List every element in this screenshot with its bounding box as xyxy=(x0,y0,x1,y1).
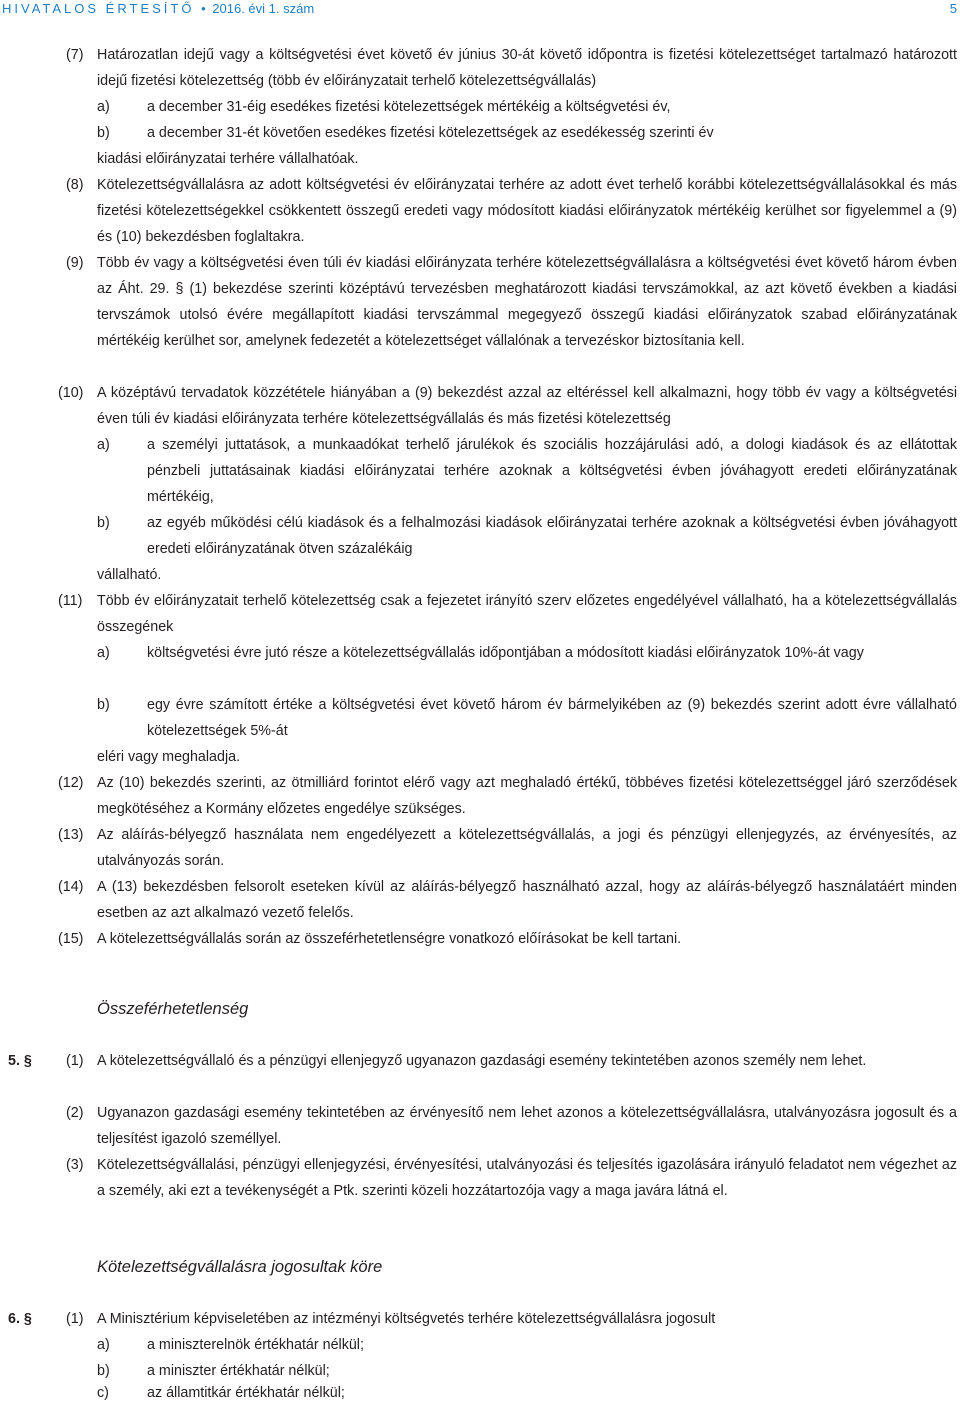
para-number: (1) xyxy=(66,1053,84,1069)
item-text: egy évre számított értéke a költségvetési évet követő három év bármelyikében az (9) bekezdés szerint adott évre vállalható kötelezettségek 5%-át xyxy=(147,697,957,739)
para-number: (14) xyxy=(58,879,84,895)
issue-label: 2016. évi 1. szám xyxy=(212,1,315,16)
paragraph-text: A középtávú tervadatok közzététele hiányában a (9) bekezdést azzal az eltéréssel kell alkalmazni, hogy több év vagy a költségvetési éven túli év kiadási előirányzata terhére kötelezettségvállalás és más fizetési kötelezettség xyxy=(97,385,957,427)
item-text: költségvetési évre jutó része a kötelezettségvállalás időpontjában a módosított kiadási előirányzatok 10%-át vagy xyxy=(147,645,864,661)
item-label: a) xyxy=(97,437,110,453)
paragraph-text: Az aláírás-bélyegző használata nem engedélyezett a kötelezettségvállalás, a jogi és pénzügyi ellenjegyzés, az érvényesítés, az utalványozás során. xyxy=(97,827,957,869)
running-header xyxy=(2,0,314,18)
page-header xyxy=(0,0,960,20)
item-label: a) xyxy=(97,99,110,115)
paragraph-text: A Minisztérium képviseletében az intézményi költségvetés terhére kötelezettségvállalásra jogosult xyxy=(97,1311,716,1327)
item-label: c) xyxy=(97,1385,109,1401)
item-text: az egyéb működési célú kiadások és a felhalmozási kiadások előirányzatai terhére azoknak a költségvetési évben jóváhagyott eredeti előirányzatának ötven százalékáig xyxy=(147,515,957,557)
paragraph-text: Ugyanazon gazdasági esemény tekintetében az érvényesítő nem lehet azonos a kötelezettségvállalásra, utalványozásra jogosult és a teljesítést igazoló személlyel. xyxy=(97,1105,957,1147)
item-label: b) xyxy=(97,1363,110,1379)
para-number: (12) xyxy=(58,775,84,791)
paragraph-text: Az (10) bekezdés szerinti, az ötmilliárd forintot elérő vagy azt meghaladó értékű, többéves fizetési kötelezettséggel járó szerződések megkötéséhez a Kormány előzetes engedélye szükséges. xyxy=(97,775,957,817)
section-title: Összeférhetetlenség xyxy=(97,1000,249,1018)
item-label: b) xyxy=(97,697,110,713)
section-title: Kötelezettségvállalásra jogosultak köre xyxy=(97,1258,383,1276)
header-bullet: • xyxy=(201,1,206,16)
item-label: b) xyxy=(97,515,110,531)
section-label: 5. § xyxy=(8,1053,32,1069)
item-label: b) xyxy=(97,125,110,141)
paragraph-text: Több év vagy a költségvetési éven túli év kiadási előirányzata terhére kötelezettségvállalásra a költségvetési évet követő három évben az Áht. 29. § (1) bekezdése szerinti középtávú tervezésben meghatározott kiadási tervszámokkal, az azt követő években a kiadási tervszámok utolsó évére megállapított kiadási tervszámmal megegyező összegű kiadási előirányzatok szabad előirányzatának mértékéig kerülhet sor, amelynek fedezetét a kötelezettséget vállalónak a tervezéskor biztosítania kell. xyxy=(97,255,957,349)
paragraph-tail: vállalható. xyxy=(97,567,162,583)
section-label: 6. § xyxy=(8,1311,32,1327)
item-text: az államtitkár értékhatár nélkül; xyxy=(147,1385,345,1401)
item-label: a) xyxy=(97,645,110,661)
item-text: a miniszterelnök értékhatár nélkül; xyxy=(147,1337,364,1353)
para-number: (7) xyxy=(66,47,84,63)
item-text: a miniszter értékhatár nélkül; xyxy=(147,1363,330,1379)
paragraph-text: Több év előirányzatait terhelő kötelezettség csak a fejezetet irányító szerv előzetes engedélyével vállalható, ha a kötelezettségvállalás összegének xyxy=(97,593,957,635)
para-number: (3) xyxy=(66,1157,84,1173)
para-number: (15) xyxy=(58,931,84,947)
item-text: a december 31-éig esedékes fizetési kötelezettségek mértékéig a költségvetési év, xyxy=(147,99,671,115)
publication-title: HIVATALOS ÉRTESÍTŐ xyxy=(2,1,195,16)
paragraph-text: A (13) bekezdésben felsorolt eseteken kívül az aláírás-bélyegző használható azzal, hogy az aláírás-bélyegző használatáért minden esetben az azt alkalmazó vezető felelős. xyxy=(97,879,957,921)
item-label: a) xyxy=(97,1337,110,1353)
paragraph-text: A kötelezettségvállalás során az összeférhetetlenségre vonatkozó előírásokat be kell tartani. xyxy=(97,931,682,947)
para-number: (13) xyxy=(58,827,84,843)
para-number: (10) xyxy=(58,385,84,401)
page-number: 5 xyxy=(949,1,957,16)
item-text: a december 31-ét követően esedékes fizetési kötelezettségek az esedékesség szerinti év xyxy=(147,125,714,141)
paragraph-text: Kötelezettségvállalásra az adott költségvetési év előirányzatai terhére az adott évet terhelő korábbi kötelezettségvállalásokkal és más fizetési kötelezettségekkel csökkentett összegű eredeti vagy módosított kiadási előirányzatok mértékéig kerülhet sor figyelemmel a (9) és (10) bekezdésben foglaltakra. xyxy=(97,177,957,245)
paragraph-text: A kötelezettségvállaló és a pénzügyi ellenjegyző ugyanazon gazdasági esemény tekintetében azonos személy nem lehet. xyxy=(97,1053,867,1069)
paragraph-text: Kötelezettségvállalási, pénzügyi ellenjegyzési, érvényesítési, utalványozási és teljesítés igazolására irányuló feladatot nem végezhet az a személy, aki ezt a tevékenységét a Ptk. szerinti közeli hozzátartozója vagy a maga javára látná el. xyxy=(97,1157,957,1199)
para-number: (9) xyxy=(66,255,84,271)
item-text: a személyi juttatások, a munkaadókat terhelő járulékok és szociális hozzájárulási adó, a dologi kiadások és az ellátottak pénzbeli juttatásainak kiadási előirányzatai terhére azoknak a költségvetési évben jóváhagyott eredeti előirányzatának mértékéig, xyxy=(147,437,957,505)
paragraph-tail: eléri vagy meghaladja. xyxy=(97,749,241,765)
para-number: (11) xyxy=(58,593,83,609)
paragraph-text: Határozatlan idejű vagy a költségvetési évet követő év június 30-át követő időpontra is fizetési kötelezettséget tartalmazó határozott idejű fizetési kötelezettség (több év előirányzatait terhelő kötelezettségvállalás) xyxy=(97,47,957,89)
para-number: (8) xyxy=(66,177,84,193)
paragraph-tail: kiadási előirányzatai terhére vállalhatóak. xyxy=(97,151,359,167)
para-number: (1) xyxy=(66,1311,84,1327)
para-number: (2) xyxy=(66,1105,84,1121)
